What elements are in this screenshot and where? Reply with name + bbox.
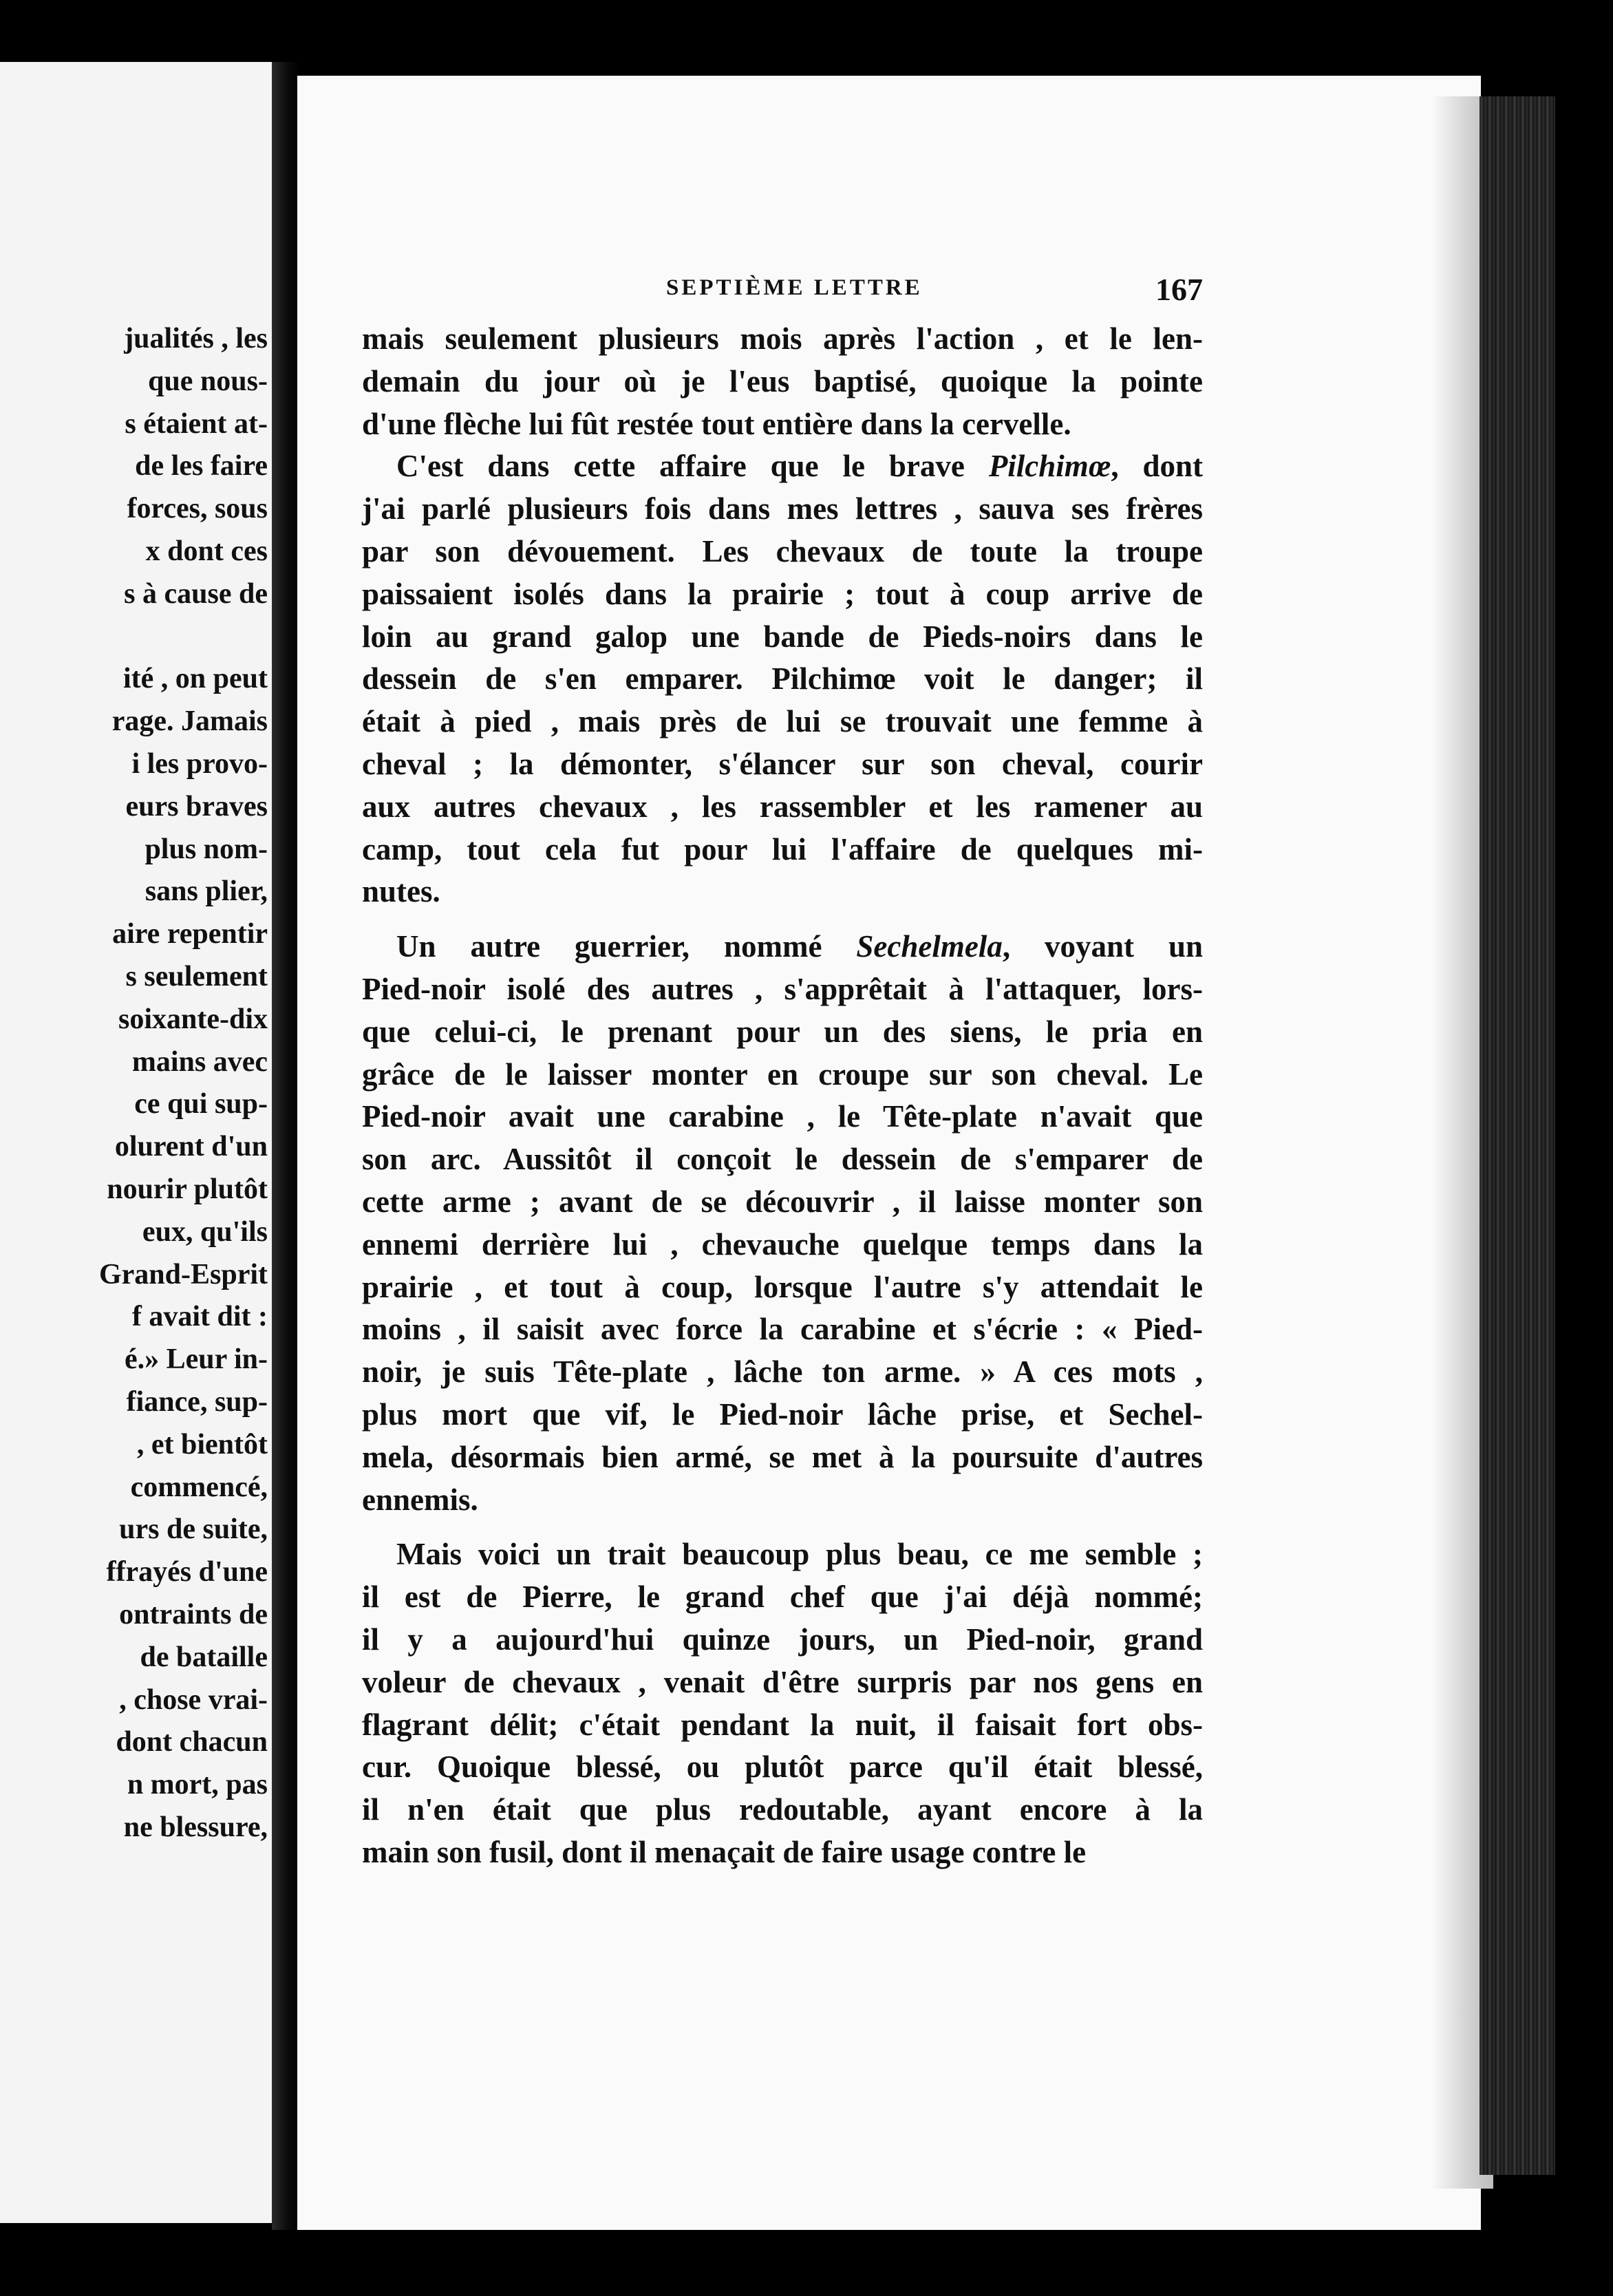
previous-page-line: fiance, sup-: [126, 1385, 268, 1418]
text-line: que celui-ci, le prenant pour un des siens, le pria en: [362, 1014, 1203, 1049]
text-line: flagrant délit; c'était pendant la nuit, il faisait fort obs-: [362, 1707, 1203, 1742]
page-header: [666, 272, 1203, 317]
body-text: [362, 318, 1203, 1874]
text-line: il est de Pierre, le grand chef que j'ai déjà nommé;: [362, 1580, 1203, 1615]
text-line: par son dévouement. Les chevaux de toute la troupe: [362, 533, 1203, 568]
text-line: il n'en était que plus redoutable, ayant encore à la: [362, 1792, 1203, 1827]
previous-page-line: dont chacun: [116, 1726, 268, 1758]
text-line: moins , il saisit avec force la carabine et s'écrie : « Pied-: [362, 1312, 1203, 1347]
previous-page-line: commencé,: [130, 1471, 268, 1503]
text-line: mais seulement plusieurs mois après l'action , et le len-: [362, 321, 1203, 356]
previous-page-line: plus nom-: [145, 833, 268, 865]
text-line: voleur de chevaux , venait d'être surpris par nos gens en: [362, 1664, 1203, 1699]
text-line: C'est dans cette affaire que le brave Pilchimœ, dont: [396, 449, 1203, 484]
text-line: mela, désormais bien armé, se met à la poursuite d'autres: [362, 1439, 1203, 1474]
previous-page-line: que nous-: [148, 365, 268, 397]
page-edges: [1480, 96, 1555, 2175]
previous-page-line: sans plier,: [145, 875, 268, 908]
text-line: paissaient isolés dans la prairie ; tout à coup arrive de: [362, 576, 1203, 611]
previous-page-line: f avait dit :: [131, 1301, 268, 1333]
previous-page-line: ontraints de: [119, 1598, 268, 1630]
text-line: plus mort que vif, le Pied-noir lâche prise, et Sechel-: [362, 1396, 1203, 1432]
previous-page-line: ffrayés d'une: [106, 1556, 268, 1588]
text-line: dessein de s'en emparer. Pilchimœ voit le danger; il: [362, 661, 1203, 697]
previous-page-line: nourir plutôt: [107, 1173, 268, 1205]
previous-page-line: eurs braves: [125, 790, 268, 822]
text-line: ennemis.: [362, 1482, 478, 1517]
previous-page-line: ne blessure,: [123, 1811, 268, 1843]
previous-page-line: olurent d'un: [114, 1131, 268, 1163]
previous-page-line: x dont ces: [145, 535, 268, 567]
previous-page-line: n mort, pas: [127, 1769, 268, 1801]
text-line: Pied-noir isolé des autres , s'apprêtait à l'attaquer, lors-: [362, 971, 1203, 1006]
text-line: loin au grand galop une bande de Pieds-noirs dans le: [362, 619, 1203, 654]
text-line: noir, je suis Tête-plate , lâche ton arme. » A ces mots ,: [362, 1354, 1203, 1390]
previous-page-line: [0, 616, 268, 659]
page-number: 167: [1155, 272, 1203, 307]
text-line: main son fusil, dont il menaçait de faire usage contre le: [362, 1834, 1087, 1869]
previous-page-line: s à cause de: [124, 577, 268, 610]
text-line: cur. Quoique blessé, ou plutôt parce qu'il était blessé,: [362, 1750, 1203, 1785]
previous-page-line: i les provo-: [131, 747, 268, 780]
running-head: SEPTIÈME LETTRE: [666, 275, 923, 300]
previous-page: [0, 62, 272, 2223]
text-line: Mais voici un trait beaucoup plus beau, ce me semble ;: [396, 1537, 1203, 1572]
text-line: nutes.: [362, 874, 440, 909]
text-line: j'ai parlé plusieurs fois dans mes lettres , sauva ses frères: [362, 491, 1203, 527]
previous-page-line: soixante-dix: [118, 1003, 268, 1035]
text-line: demain du jour où je l'eus baptisé, quoique la pointe: [362, 363, 1203, 398]
previous-page-line: mains avec: [131, 1045, 268, 1078]
text-line: il y a aujourd'hui quinze jours, un Pied-noir, grand: [362, 1622, 1203, 1657]
previous-page-line: forces, sous: [127, 493, 268, 525]
previous-page-line: s étaient at-: [125, 407, 268, 440]
previous-page-line: jualités , les: [124, 323, 268, 354]
text-line: ennemi derrière lui , chevauche quelque temps dans la: [362, 1226, 1203, 1262]
text-line: aux autres chevaux , les rassembler et les ramener au: [362, 789, 1203, 824]
previous-page-line: s seulement: [125, 960, 268, 992]
previous-page-line: ce qui sup-: [134, 1088, 268, 1120]
book-gutter: [272, 62, 299, 2230]
text-line: cette arme ; avant de se découvrir , il laisse monter son: [362, 1184, 1203, 1219]
previous-page-line: eux, qu'ils: [142, 1215, 268, 1248]
text-line: grâce de le laisser monter en croupe sur son cheval. Le: [362, 1056, 1203, 1092]
previous-page-line: urs de suite,: [119, 1513, 268, 1546]
text-line: son arc. Aussitôt il conçoit le dessein de s'emparer de: [362, 1142, 1203, 1177]
text-line: camp, tout cela fut pour lui l'affaire de quelques mi-: [362, 831, 1203, 867]
previous-page-line: é.» Leur in-: [124, 1343, 268, 1376]
previous-page-text: [0, 318, 268, 1849]
text-line: Un autre guerrier, nommé Sechelmela, voyant un: [396, 929, 1203, 964]
previous-page-line: ité , on peut: [123, 663, 268, 695]
text-line: Pied-noir avait une carabine , le Tête-plate n'avait que: [362, 1099, 1203, 1134]
scan-border: [1555, 0, 1613, 2296]
text-line: d'une flèche lui fût restée tout entière dans la cervelle.: [362, 406, 1071, 441]
previous-page-line: de bataille: [140, 1641, 268, 1673]
text-line: prairie , et tout à coup, lorsque l'autre s'y attendait le: [362, 1269, 1203, 1304]
text-line: était à pied , mais près de lui se trouvait une femme à: [362, 704, 1203, 739]
previous-page-line: Grand-Esprit: [98, 1258, 268, 1290]
previous-page-line: aire repentir: [112, 918, 268, 950]
text-line: cheval ; la démonter, s'élancer sur son cheval, courir: [362, 746, 1203, 781]
previous-page-line: , et bientôt: [136, 1428, 268, 1460]
previous-page-line: rage. Jamais: [111, 705, 268, 738]
previous-page-line: de les faire: [135, 450, 268, 482]
previous-page-line: , chose vrai-: [119, 1683, 268, 1716]
